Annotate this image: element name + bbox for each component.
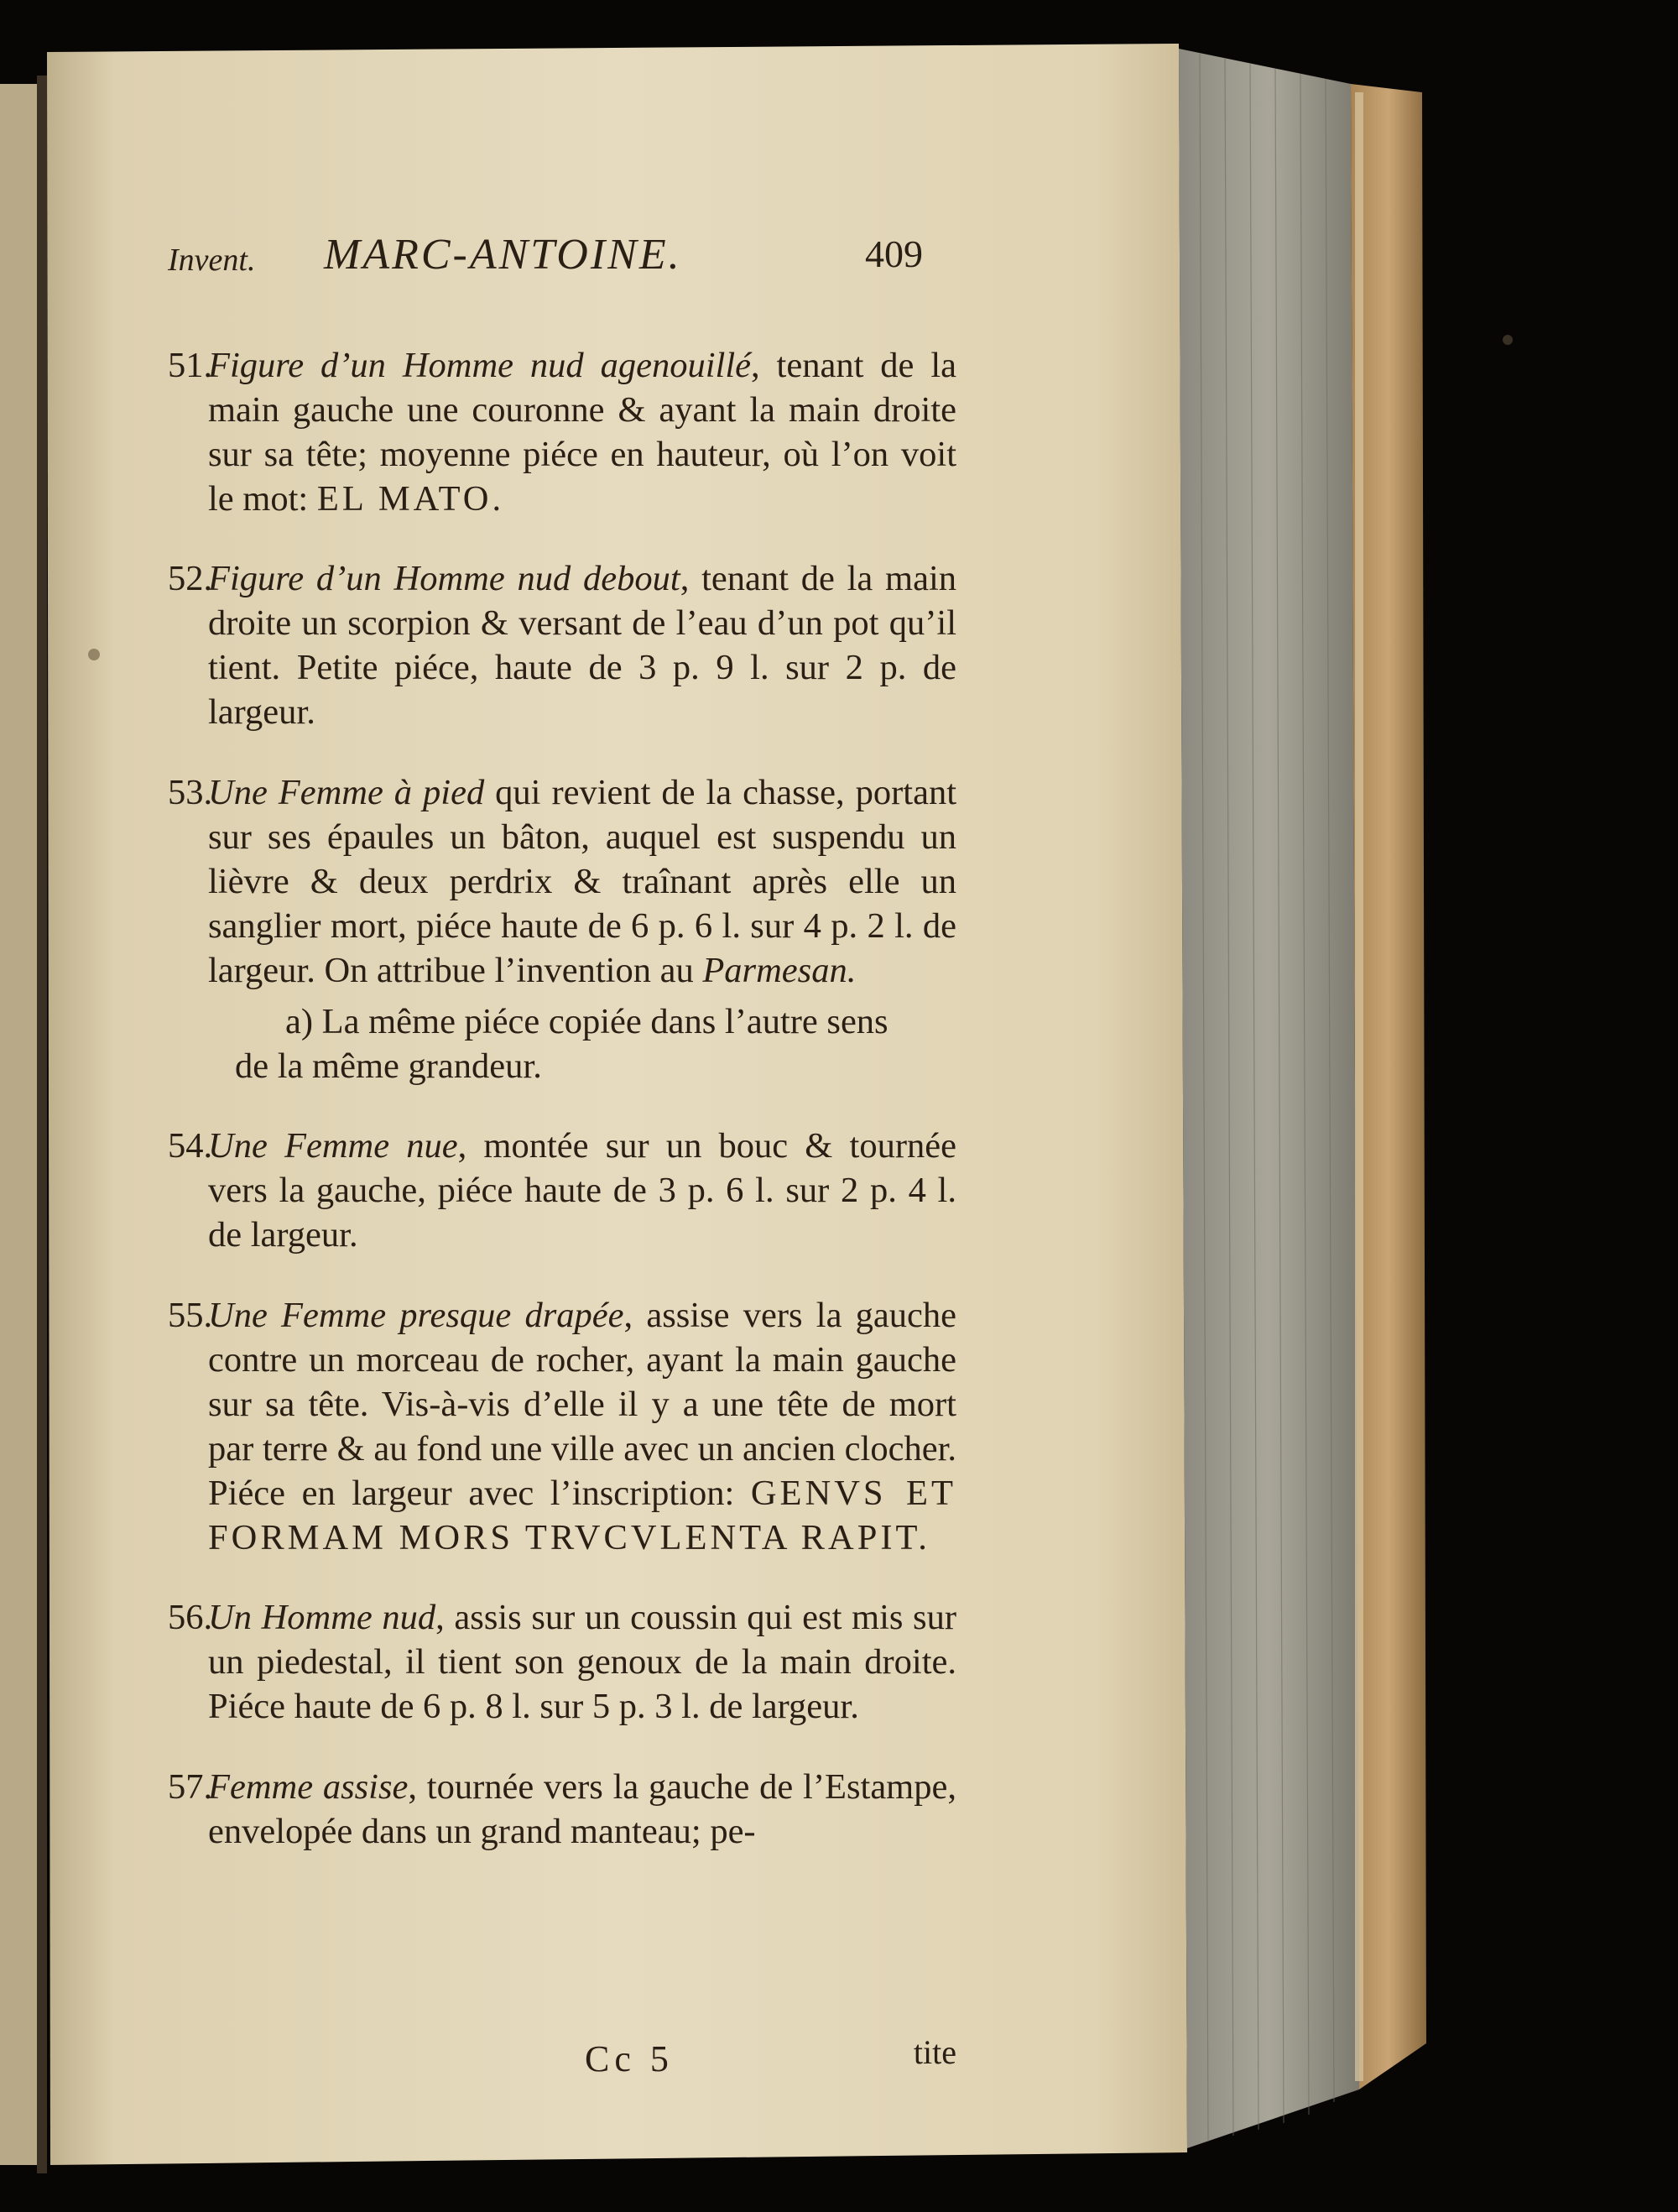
entry-53-variant [168, 999, 956, 1088]
entry-57 [168, 1765, 956, 1854]
catchword: tite [913, 2033, 956, 2071]
entry-title: Une Femme à pied [208, 772, 485, 812]
entry-54 [168, 1124, 956, 1257]
entry-number: 51. [168, 345, 213, 385]
header-title: MARC-ANTOINE. [324, 231, 682, 279]
entry-number: 57. [168, 1766, 213, 1807]
left-page-edge [0, 84, 42, 2165]
entry-title: Une Femme presque drapée [208, 1295, 624, 1335]
entry-number: 54. [168, 1126, 213, 1166]
entry-56 [168, 1595, 956, 1729]
entry-title: Figure d’un Homme nud agenouillé [208, 345, 751, 385]
entry-text: , assise vers la gauche contre un morceau de rocher, ayant la main gauche sur sa tête. Vis-à-vis d’elle il y a une tête de mort par terre & au fond une ville avec un ancien clocher. Piéce en largeur avec l’inscription: [208, 1295, 956, 1513]
entry-inscription: GENVS ET FORMAM MORS TRVCVLENTA RAPIT. [208, 1473, 956, 1557]
entry-number: 56. [168, 1598, 213, 1637]
catalogue-entries [168, 307, 956, 1874]
entry-text: , assis sur un coussin qui est mis sur un piedestal, il tient son genoux de la main droite. Piéce haute de 6 p. 8 l. sur 5 p. 3 l. de largeur. [208, 1598, 956, 1726]
entry-text: , tenant de la main gauche une couronne & ayant la main droite sur sa tête; moyenne piéce en hauteur, où l’on voit le mot: [208, 345, 956, 519]
running-head [168, 227, 956, 294]
entry-author: Parmesan. [702, 950, 857, 990]
entry-number: 52. [168, 559, 213, 598]
variant-line-2: de la même grandeur. [235, 1046, 542, 1086]
entry-51 [168, 343, 956, 521]
entry-text: , tenant de la main droite un scorpion & versant de l’eau d’un pot qu’il tient. Petite piéce, haute de 3 p. 9 l. sur 2 p. de largeur. [208, 559, 956, 732]
entry-title: Un Homme nud [208, 1598, 436, 1637]
page-footer [168, 2033, 956, 2088]
entry-title: Figure d’un Homme nud debout [208, 559, 680, 598]
entry-title: Femme assise [208, 1766, 409, 1807]
entry-52 [168, 556, 956, 734]
entry-inscription: EL MATO. [316, 478, 505, 519]
entry-title: Une Femme nue [208, 1126, 458, 1166]
header-left: Invent. [168, 243, 256, 278]
entry-53 [168, 770, 956, 993]
entry-number: 55. [168, 1295, 213, 1335]
entry-text: , tournée vers la gauche de l’Estampe, envelopée dans un grand manteau; pe- [208, 1766, 956, 1851]
variant-line-1: a) La même piéce copiée dans l’autre sens [285, 1001, 889, 1041]
page-number: 409 [865, 232, 923, 275]
entry-55 [168, 1293, 956, 1560]
entry-number: 53. [168, 772, 213, 812]
entry-text: , montée sur un bouc & tournée vers la gauche, piéce haute de 3 p. 6 l. sur 2 p. 4 l. de largeur. [208, 1126, 956, 1255]
entry-text: qui revient de la chasse, portant sur ses épaules un bâton, auquel est suspendu un lièvre & deux perdrix & traînant après elle un sanglier mort, piéce haute de 6 p. 6 l. sur 4 p. 2 l. de largeur. On attribue l’invention au [208, 772, 956, 990]
signature-mark: Cc 5 [585, 2038, 674, 2079]
page-block-edge [1179, 49, 1359, 2148]
